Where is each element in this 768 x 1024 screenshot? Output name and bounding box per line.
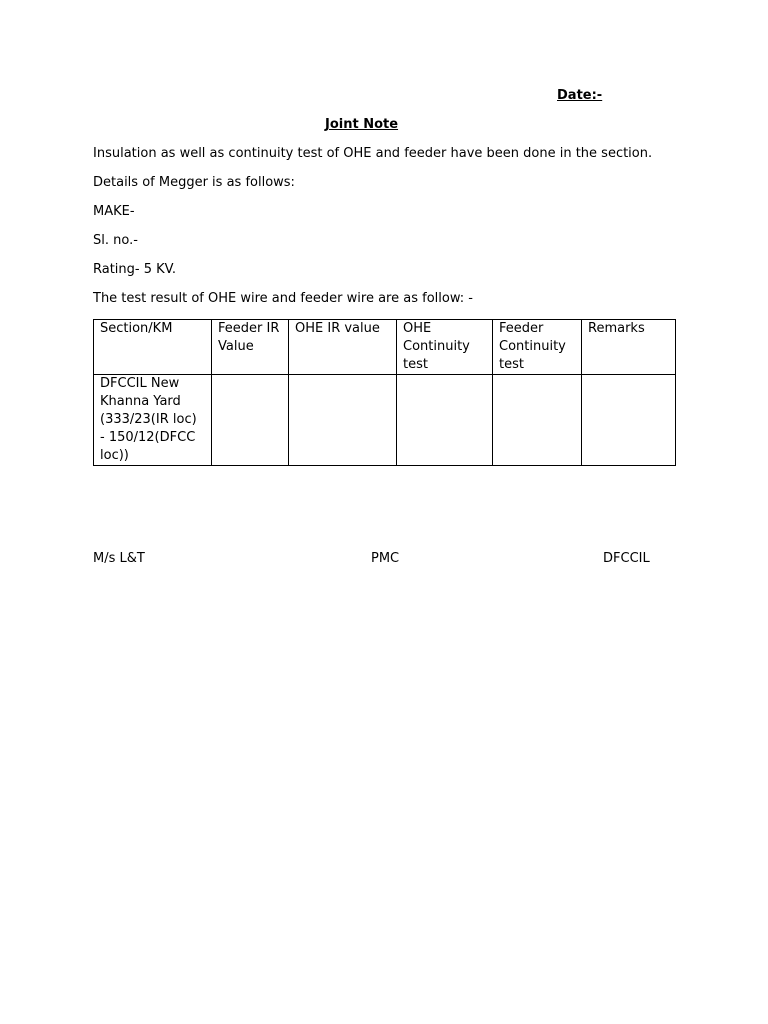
header-section-km: Section/KM bbox=[94, 320, 212, 375]
header-feeder-continuity-test: Feeder Continuity test bbox=[493, 320, 582, 375]
table-header-row bbox=[94, 320, 676, 375]
table-row bbox=[94, 375, 676, 466]
serial-number-line: Sl. no.- bbox=[93, 233, 138, 248]
test-results-table bbox=[93, 319, 676, 466]
header-ohe-continuity-test: OHE Continuity test bbox=[397, 320, 493, 375]
cell-remarks bbox=[582, 375, 676, 466]
signature-lt: M/s L&T bbox=[93, 551, 145, 566]
signature-pmc: PMC bbox=[371, 551, 400, 566]
make-line: MAKE- bbox=[93, 204, 135, 219]
megger-intro: Details of Megger is as follows: bbox=[93, 175, 295, 190]
cell-feeder-continuity-test bbox=[493, 375, 582, 466]
rating-line: Rating- 5 KV. bbox=[93, 262, 177, 277]
cell-section-km: DFCCIL New Khanna Yard (333/23(IR loc) - 150/12(DFCC loc)) bbox=[94, 375, 212, 466]
cell-ohe-continuity-test bbox=[397, 375, 493, 466]
intro-paragraph: Insulation as well as continuity test of OHE and feeder have been done in the section. bbox=[93, 146, 653, 161]
cell-ohe-ir-value bbox=[289, 375, 397, 466]
header-feeder-ir-value: Feeder IR Value bbox=[212, 320, 289, 375]
signature-dfccil: DFCCIL bbox=[603, 551, 650, 566]
header-ohe-ir-value: OHE IR value bbox=[289, 320, 397, 375]
cell-feeder-ir-value bbox=[212, 375, 289, 466]
header-remarks: Remarks bbox=[582, 320, 676, 375]
date-label: Date:- bbox=[557, 88, 603, 103]
results-intro: The test result of OHE wire and feeder wire are as follow: - bbox=[93, 291, 473, 306]
document-title: Joint Note bbox=[325, 117, 399, 132]
